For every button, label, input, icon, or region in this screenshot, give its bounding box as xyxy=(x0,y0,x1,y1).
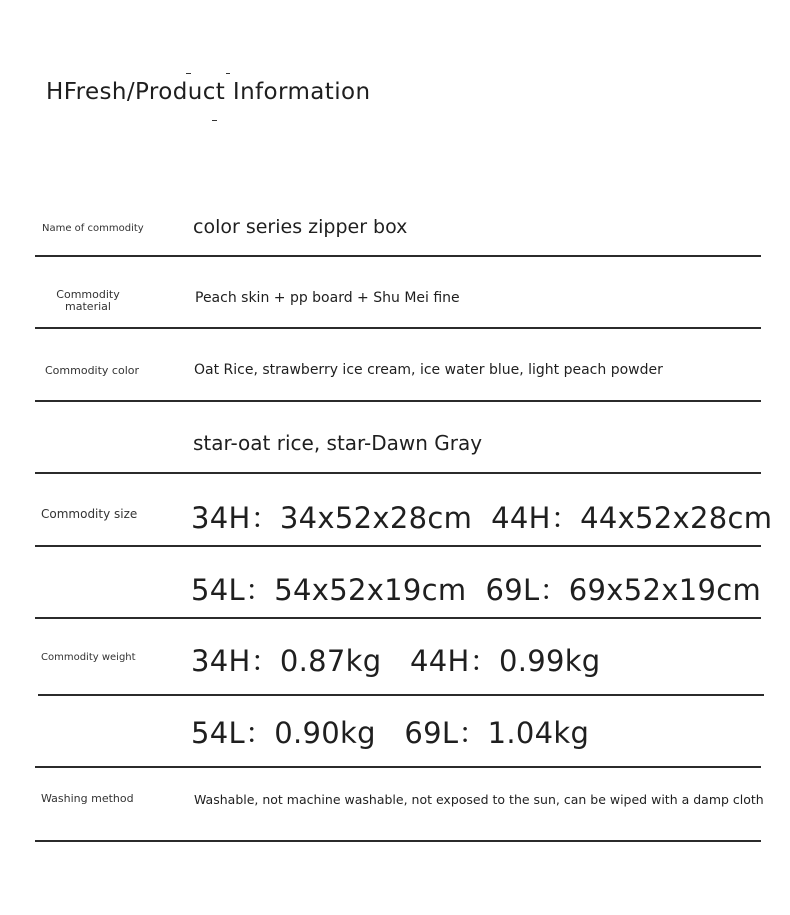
material-label-line2: material xyxy=(65,300,111,313)
name-label: Name of commodity xyxy=(42,223,144,234)
row-divider xyxy=(35,766,761,768)
weight-label: Commodity weight xyxy=(41,652,136,663)
washing-value: Washable, not machine washable, not exposed to the sun, can be wiped with a damp cloth xyxy=(194,792,764,807)
material-value: Peach skin + pp board + Shu Mei fine xyxy=(195,290,460,306)
row-divider xyxy=(35,255,761,257)
material-label xyxy=(33,289,143,313)
decorative-mark xyxy=(226,73,230,74)
washing-label: Washing method xyxy=(41,792,134,805)
size-label: Commodity size xyxy=(41,507,138,521)
color-value: Oat Rice, strawberry ice cream, ice water blue, light peach powder xyxy=(194,362,663,378)
row-divider xyxy=(38,694,764,696)
row-divider xyxy=(35,472,761,474)
weight-line-1: 34H：0.87kg 44H：0.99kg xyxy=(191,644,601,678)
color-value-2: star-oat rice, star-Dawn Gray xyxy=(193,431,483,455)
row-divider xyxy=(35,327,761,329)
row-divider xyxy=(35,617,761,619)
decorative-mark xyxy=(186,73,191,74)
row-divider xyxy=(35,840,761,842)
weight-line-2: 54L：0.90kg 69L：1.04kg xyxy=(191,716,590,750)
material-label-line1: Commodity xyxy=(56,288,120,301)
name-value: color series zipper box xyxy=(193,216,408,238)
size-line-1: 34H：34x52x28cm 44H：44x52x28cm xyxy=(191,501,773,535)
row-divider xyxy=(35,545,761,547)
color-label: Commodity color xyxy=(45,364,140,377)
row-divider xyxy=(35,400,761,402)
page-title: HFresh/Product Information xyxy=(46,79,371,105)
size-line-2: 54L：54x52x19cm 69L：69x52x19cm xyxy=(191,573,761,607)
decorative-mark xyxy=(212,120,217,121)
